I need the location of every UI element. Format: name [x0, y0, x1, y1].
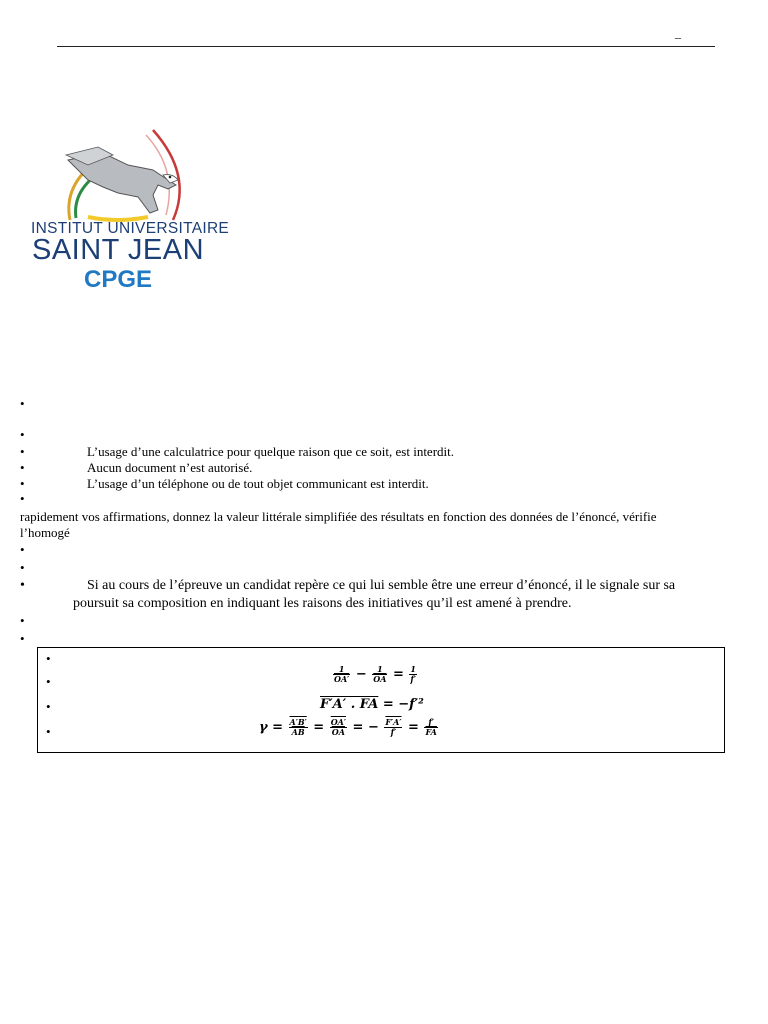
- institution-logo: [28, 125, 230, 295]
- bullet-marker: •: [20, 460, 25, 475]
- bullet-marker: •: [20, 427, 25, 442]
- logo-institute-text: INSTITUT UNIVERSITAIRE: [31, 220, 230, 237]
- paragraph-line: rapidement vos affirmations, donnez la valeur littérale simplifiée des résultats en fonction des données de l’énoncé, vérifie: [20, 509, 657, 524]
- header-mark: _: [675, 26, 681, 40]
- bullet-marker: •: [46, 699, 51, 714]
- list-item-text: L’usage d’un téléphone ou de tout objet communicant est interdit.: [87, 476, 429, 491]
- bullet-marker: •: [46, 674, 51, 689]
- bullet-marker: •: [20, 396, 25, 411]
- bullet-marker: •: [46, 724, 51, 739]
- bullet-marker: •: [20, 491, 25, 506]
- list-item: [20, 460, 253, 475]
- list-item-text: Aucun document n’est autorisé.: [87, 460, 253, 475]
- header-rule: [57, 46, 715, 47]
- newton-formula: F′A′ . FA = −f′²: [320, 697, 424, 712]
- logo-name-text: SAINT JEAN: [32, 234, 205, 266]
- bullet-marker: •: [20, 444, 25, 459]
- bullet-marker: •: [46, 651, 51, 666]
- formula-box: [37, 647, 725, 753]
- bullet-marker: •: [20, 578, 25, 593]
- paragraph-line: l’homogé: [20, 525, 70, 540]
- conjugation-formula: $\frac{1}{OA'}$ − $\frac{1}{OA}$ = $\frac{1}{f'}$: [334, 664, 416, 684]
- list-item: [20, 476, 429, 491]
- bullet-marker: •: [20, 542, 25, 557]
- list-item: [20, 578, 676, 593]
- list-item-text: Si au cours de l’épreuve un candidat repère ce qui lui semble être une erreur d’énoncé, il le signale sur sa: [87, 578, 676, 593]
- bullet-marker: •: [20, 560, 25, 575]
- bullet-marker: •: [20, 613, 25, 628]
- list-item: [20, 444, 455, 459]
- bullet-marker: •: [20, 631, 25, 646]
- magnification-formula: γ = $\frac{A'B'}{AB}$ = $\frac{OA'}{OA}$ = − $\frac{F'A'}{f'}$ = $\frac{f'}{FA}$: [259, 717, 437, 737]
- list-item-text: L’usage d’une calculatrice pour quelque raison que ce soit, est interdit.: [87, 444, 455, 459]
- list-item-text: poursuit sa composition en indiquant les raisons des initiatives qu’il est amené à prendre.: [73, 596, 572, 611]
- eagle-icon: [58, 125, 198, 225]
- bullet-marker: •: [20, 476, 25, 491]
- logo-cpge-text: CPGE: [84, 266, 153, 293]
